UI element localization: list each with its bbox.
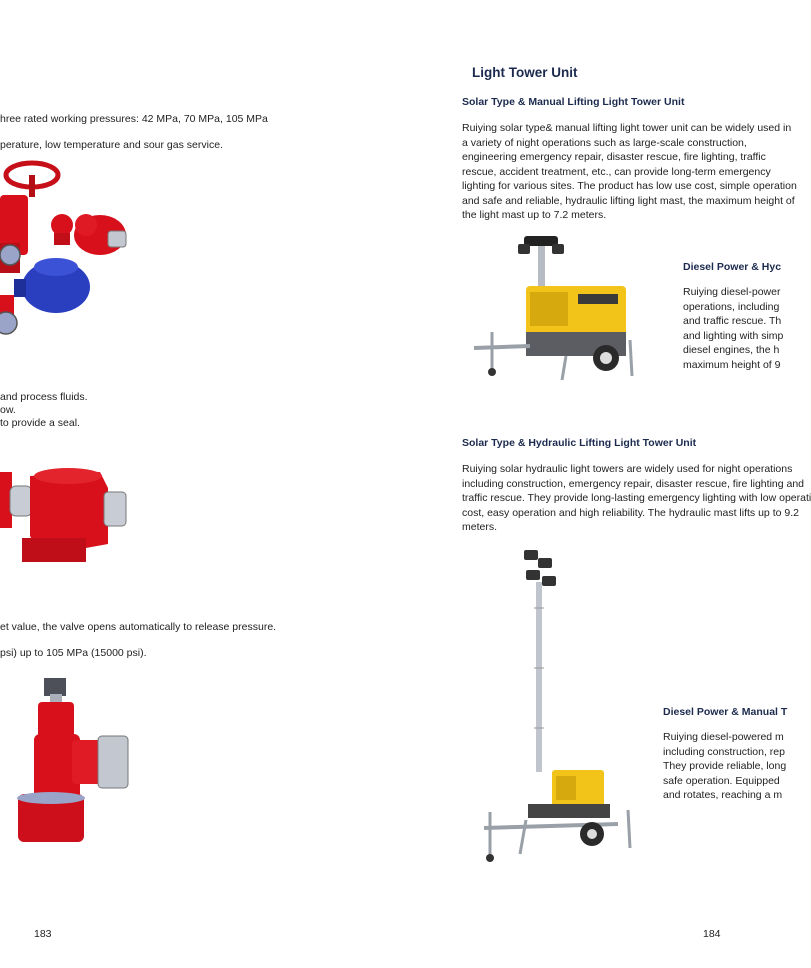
section3-line-1: Ruiying solar hydraulic light towers are widely used for night operations (462, 463, 793, 475)
section3-line-4: cost, easy operation and high reliability. The hydraulic mast lifts up to 9.2 (462, 506, 799, 519)
left-text-line-3: and process fluids. (0, 391, 88, 403)
left-text-line-6: et value, the valve opens automatically to release pressure. (0, 621, 277, 633)
section1-line-7: the light mast up to 7.2 meters. (462, 209, 607, 221)
page-number-right: 184 (703, 928, 721, 940)
section3-line-2: including construction, emergency repair, disaster rescue, fire lighting and (462, 477, 805, 490)
section2-heading: Diesel Power & Hyc (683, 261, 782, 273)
section2-line-1: Ruiying diesel-power (683, 286, 781, 298)
section2-paragraph (683, 285, 783, 372)
left-text-line-2: perature, low temperature and sour gas service. (0, 139, 223, 151)
left-text-line-5: to provide a seal. (0, 417, 80, 429)
section2-line-2: operations, including (683, 300, 780, 313)
relief-valve-image (10, 676, 150, 856)
valve-group-image (0, 155, 230, 355)
section1-line-2: a variety of night operations such as large-scale construction, (462, 136, 747, 149)
section2-line-3: and traffic rescue. Th (683, 315, 782, 327)
section4-line-1: Ruiying diesel-powered m (663, 731, 784, 743)
section3-line-3: traffic rescue. They provide long-lasting emergency lighting with low operati (462, 492, 811, 504)
section1-heading: Solar Type & Manual Lifting Light Tower Unit (462, 96, 685, 108)
section4-heading: Diesel Power & Manual T (663, 706, 788, 718)
light-tower-image-1 (466, 230, 646, 380)
section2-line-4: and lighting with simp (683, 329, 784, 342)
section4-line-2: including construction, rep (663, 745, 785, 758)
section4-line-4: safe operation. Equipped (663, 774, 780, 787)
left-text-line-1: hree rated working pressures: 42 MPa, 70 MPa, 105 MPa (0, 113, 268, 125)
left-text-line-4: ow. (0, 404, 16, 416)
section4-line-3: They provide reliable, long (663, 760, 787, 772)
section1-line-4: rescue, accident treatment, etc., can provide long-term emergency (462, 165, 771, 178)
section4-line-5: and rotates, reaching a m (663, 789, 783, 801)
section4-paragraph (663, 730, 786, 803)
section1-paragraph (462, 121, 797, 223)
section3-line-5: meters. (462, 521, 498, 533)
section1-line-3: engineering emergency repair, disaster rescue, fire lighting, traffic (462, 151, 766, 163)
section2-line-6: maximum height of 9 (683, 358, 781, 371)
page-title: Light Tower Unit (472, 65, 578, 80)
plug-valve-image (0, 458, 140, 578)
section2-line-5: diesel engines, the h (683, 344, 780, 356)
section1-line-5: lighting for various sites. The product has low use cost, simple operation (462, 180, 797, 192)
section3-heading: Solar Type & Hydraulic Lifting Light Tower Unit (462, 437, 697, 449)
left-text-line-7: psi) up to 105 MPa (15000 psi). (0, 647, 147, 659)
light-tower-image-2 (468, 548, 648, 868)
section1-line-6: and safe and reliable, hydraulic lifting light mast, the maximum height of (462, 194, 795, 207)
section3-paragraph (462, 462, 811, 535)
page-number-left: 183 (34, 928, 52, 940)
section1-line-1: Ruiying solar type& manual lifting light tower unit can be widely used in (462, 122, 792, 134)
